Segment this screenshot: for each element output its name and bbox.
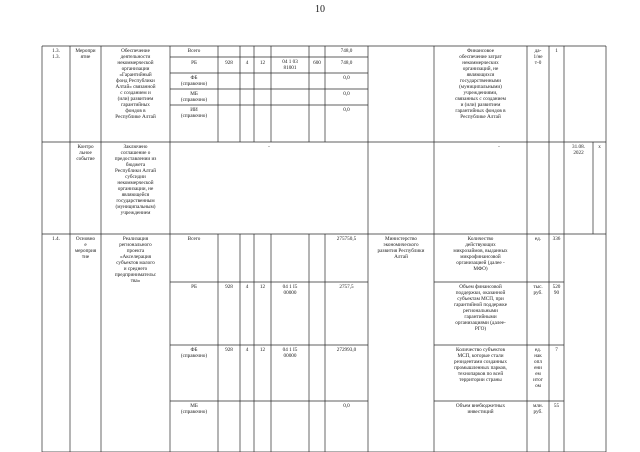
- row-1-4-fb-label: ФБ (справочно): [180, 347, 208, 359]
- row-1-4-unit-2: тыс. руб.: [533, 284, 543, 296]
- row-1-4-total-amount: 275750,5: [336, 236, 357, 242]
- row-1-4-fb-code3: 12: [259, 347, 266, 353]
- row-1-4-fb-amount: 272993,0: [336, 347, 357, 353]
- row-1-4-mb-amount: 0,0: [343, 403, 350, 409]
- row-1-4-unit-4: млн. руб.: [533, 403, 543, 415]
- row-1-3-mb-amount: 0,0: [343, 91, 350, 97]
- row-1-3-description: Обеспечение деятельности некоммерческой организации «Гарантийный фонд Республики Алтай» связанной с созданием и (или) развитием гарантийных фондов в Республике Алтай: [115, 48, 156, 120]
- row-1-3-ii-amount: 0,0: [343, 107, 350, 113]
- event-mark: x: [598, 144, 601, 150]
- row-1-4-value-2: 520 90: [552, 284, 561, 296]
- row-1-4-fb-code1: 928: [225, 347, 233, 353]
- row-1-4-indicator-2: Объем финансовой поддержки, оказанной субъектам МСП, при гарантийной поддержке региональными гарантийными организациями (далее- РГО): [453, 284, 508, 332]
- row-1-3-rb-code2: 4: [245, 60, 249, 66]
- row-1-4-executor: Министерство экономического развития Республики Алтай: [377, 236, 425, 260]
- row-1-4-value-3: 7: [555, 347, 558, 353]
- row-1-3-mb-label: МБ (справочно): [180, 91, 208, 103]
- row-1-4-description: Реализация регионального проекта «Акселерация субъектов малого и среднего предпринимательс тва»: [114, 236, 157, 284]
- row-1-4-rb-code3: 12: [259, 284, 266, 290]
- row-1-4-type: Основно е мероприя тие: [74, 236, 97, 260]
- row-1-3-value: 1: [555, 48, 558, 54]
- row-1-3-rb-code1: 928: [225, 60, 233, 66]
- row-1-4-rb-code2: 4: [245, 284, 249, 290]
- event-date: 31.08. 2022: [572, 144, 585, 156]
- row-1-4-value-1: 336: [552, 236, 561, 242]
- row-1-3-unit: да- 1/не т-0: [533, 48, 543, 66]
- row-1-4-rb-label: РБ: [191, 284, 197, 290]
- row-1-3-fb-label: ФБ (справочно): [180, 75, 208, 87]
- row-1-3-fb-amount: 0,0: [343, 75, 350, 81]
- row-1-4-indicator-3: Количество субъектов МСП, которые стали резидентами созданных промышленных парков, технопарков по всей территории страны: [454, 347, 507, 383]
- row-1-4-rb-amount: 2757,5: [339, 284, 354, 290]
- row-1-4-mb-label: МБ (справочно): [180, 403, 208, 415]
- row-1-3-ii-label: ИИ (справочно): [180, 107, 208, 119]
- row-1-4-rb-code1: 928: [225, 284, 233, 290]
- event-dash-right: -: [498, 144, 500, 150]
- row-1-3-total-amount: 748,0: [340, 48, 353, 54]
- row-1-3-number: 1.3. 1.3.: [52, 48, 60, 60]
- row-1-3-total-label: Всего: [187, 48, 201, 54]
- row-1-3-rb-code5: 600: [313, 60, 321, 66]
- event-dash-left: -: [268, 144, 270, 150]
- row-1-4-fb-code4: 04 1 I5 00000: [282, 347, 298, 359]
- row-1-3-rb-code4: 04 1 03 81001: [282, 59, 298, 71]
- row-1-4-rb-code4: 04 1 I5 00000: [282, 284, 298, 296]
- row-1-3-rb-code3: 12: [259, 60, 266, 66]
- row-1-3-rb-amount: 748,0: [340, 60, 353, 66]
- row-1-3-type: Меропри ятие: [75, 48, 96, 60]
- row-1-3-rb-label: РБ: [191, 60, 197, 66]
- row-1-4-number: 1.4.: [52, 236, 60, 242]
- row-1-4-value-4: 55: [553, 403, 560, 409]
- row-1-4-total-label: Всего: [187, 236, 201, 242]
- row-1-3-indicator: Финансовое обеспечение затрат некоммерческих организаций, не являющихся государственными (муниципальными) учреждениями, связанных с созданием и (или) развитием гарантийных фондов в Республике Алтай: [455, 48, 506, 120]
- row-1-4-unit-3: ед. нак опл ени ем итог ом: [533, 347, 543, 389]
- row-1-4-unit-1: ед.: [534, 236, 542, 242]
- row-1-4-indicator-4: Объем внебюджетных инвестиций: [455, 403, 506, 415]
- page-number: 10: [315, 4, 325, 15]
- event-type: Контро льное событие: [76, 144, 95, 162]
- event-description: Заключено соглашение о предоставлении из бюджета Республики Алтай субсидии некоммерческой организации, не являющейся государственным (муниципальным) учреждением: [114, 144, 157, 216]
- row-1-4-fb-code2: 4: [245, 347, 249, 353]
- row-1-4-indicator-1: Количество действующих микрозаймов, выданных микрофинансовой организацией (далее - МФО): [453, 236, 508, 272]
